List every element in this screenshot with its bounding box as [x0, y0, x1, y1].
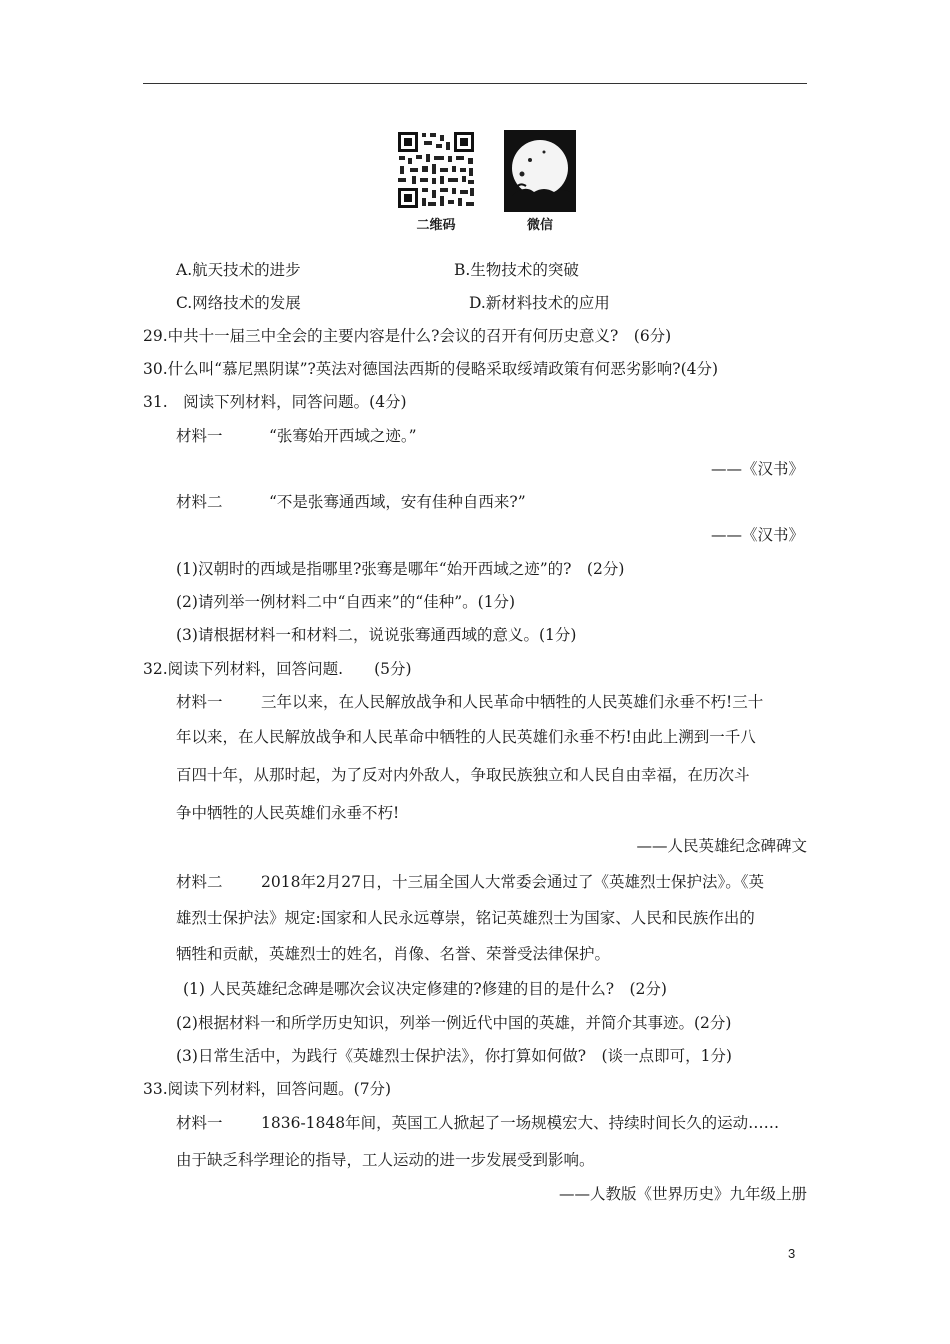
q31-material-1-label: 材料一: [176, 427, 223, 445]
qr-caption: 二维码: [416, 218, 456, 233]
q33-material-1-source: ——人教版《世界历史》九年级上册: [558, 1185, 807, 1203]
q31-material-1-text: “张骞始开西域之迹。”: [269, 427, 417, 445]
qr-code-icon: [396, 130, 476, 210]
option-a: A.航天技术的进步: [176, 261, 301, 279]
q32-material-1-line-2: 年以来，在人民解放战争和人民革命中牺牲的人民英雄们永垂不朽!由此上溯到一千八: [176, 728, 756, 746]
q32-sub-2: (2)根据材料一和所学历史知识，列举一例近代中国的英雄，并简介其事迹。(2分): [176, 1014, 732, 1032]
q32-material-1-line-1: 三年以来，在人民解放战争和人民革命中牺牲的人民英雄们永垂不朽!三十: [261, 693, 764, 711]
wechat-moon-icon: [504, 130, 576, 212]
q31-sub-3: (3)请根据材料一和材料二，说说张骞通西域的意义。(1分): [176, 626, 577, 644]
q31-sub-1: (1)汉朝时的西域是指哪里?张骞是哪年“始开西域之迹”的? (2分): [176, 560, 625, 578]
q32-material-1-line-3: 百四十年，从那时起，为了反对内外敌人，争取民族独立和人民自由幸福，在历次斗: [176, 766, 750, 784]
option-b: B.生物技术的突破: [454, 261, 579, 279]
q31-sub-2: (2)请列举一例材料二中“自西来”的“佳种”。(1分): [176, 593, 516, 611]
wechat-figure: [504, 130, 584, 233]
q32-material-2-line-2: 雄烈士保护法》规定:国家和人民永远尊崇，铭记英雄烈士为国家、人民和民族作出的: [176, 909, 755, 927]
q31-material-2-text: “不是张骞通西域，安有佳种自西来?”: [269, 493, 526, 511]
figure-group: [396, 130, 586, 235]
question-33-stem: 33.阅读下列材料，回答问题。(7分): [143, 1080, 392, 1098]
wechat-caption: 微信: [526, 218, 553, 233]
question-30: 30.什么叫“慕尼黑阴谋”?英法对德国法西斯的侵略采取绥靖政策有何恶劣影响?(4分): [143, 360, 719, 378]
q31-material-1-source: ——《汉书》: [710, 460, 804, 478]
question-32-stem: 32.阅读下列材料，回答问题. (5分): [143, 660, 412, 678]
q32-material-1-source: ——人民英雄纪念碑碑文: [636, 837, 807, 855]
q33-material-1-label: 材料一: [176, 1114, 223, 1132]
option-d: D.新材料技术的应用: [469, 294, 610, 312]
q33-material-1-line-2: 由于缺乏科学理论的指导，工人运动的进一步发展受到影响。: [176, 1151, 595, 1169]
question-29: 29.中共十一届三中全会的主要内容是什么?会议的召开有何历史意义? (6分): [143, 327, 672, 345]
qr-figure: [396, 130, 476, 233]
q31-material-2-label: 材料二: [176, 493, 223, 511]
q32-sub-1: (1) 人民英雄纪念碑是哪次会议决定修建的?修建的目的是什么? (2分): [183, 980, 667, 998]
question-31-stem: 31. 阅读下列材料，同答问题。(4分): [143, 393, 407, 411]
q31-material-2-source: ——《汉书》: [710, 526, 804, 544]
q32-material-2-line-3: 牺牲和贡献，英雄烈士的姓名，肖像、名誉、荣誉受法律保护。: [176, 945, 611, 963]
option-c: C.网络技术的发展: [176, 294, 301, 312]
q32-material-1-line-4: 争中牺牲的人民英雄们永垂不朽!: [176, 804, 400, 822]
page-number: 3: [788, 1246, 796, 1261]
q33-material-1-line-1: 1836-1848年间，英国工人掀起了一场规模宏大、持续时间长久的运动……: [261, 1114, 780, 1132]
q32-sub-3: (3)日常生活中，为践行《英雄烈士保护法》，你打算如何做? (谈一点即可，1分): [176, 1047, 732, 1065]
q32-material-2-line-1: 2018年2月27日，十三届全国人大常委会通过了《英雄烈士保护法》。《英: [261, 873, 765, 891]
q32-material-1-label: 材料一: [176, 693, 223, 711]
header-rule: [143, 83, 807, 84]
q32-material-2-label: 材料二: [176, 873, 223, 891]
